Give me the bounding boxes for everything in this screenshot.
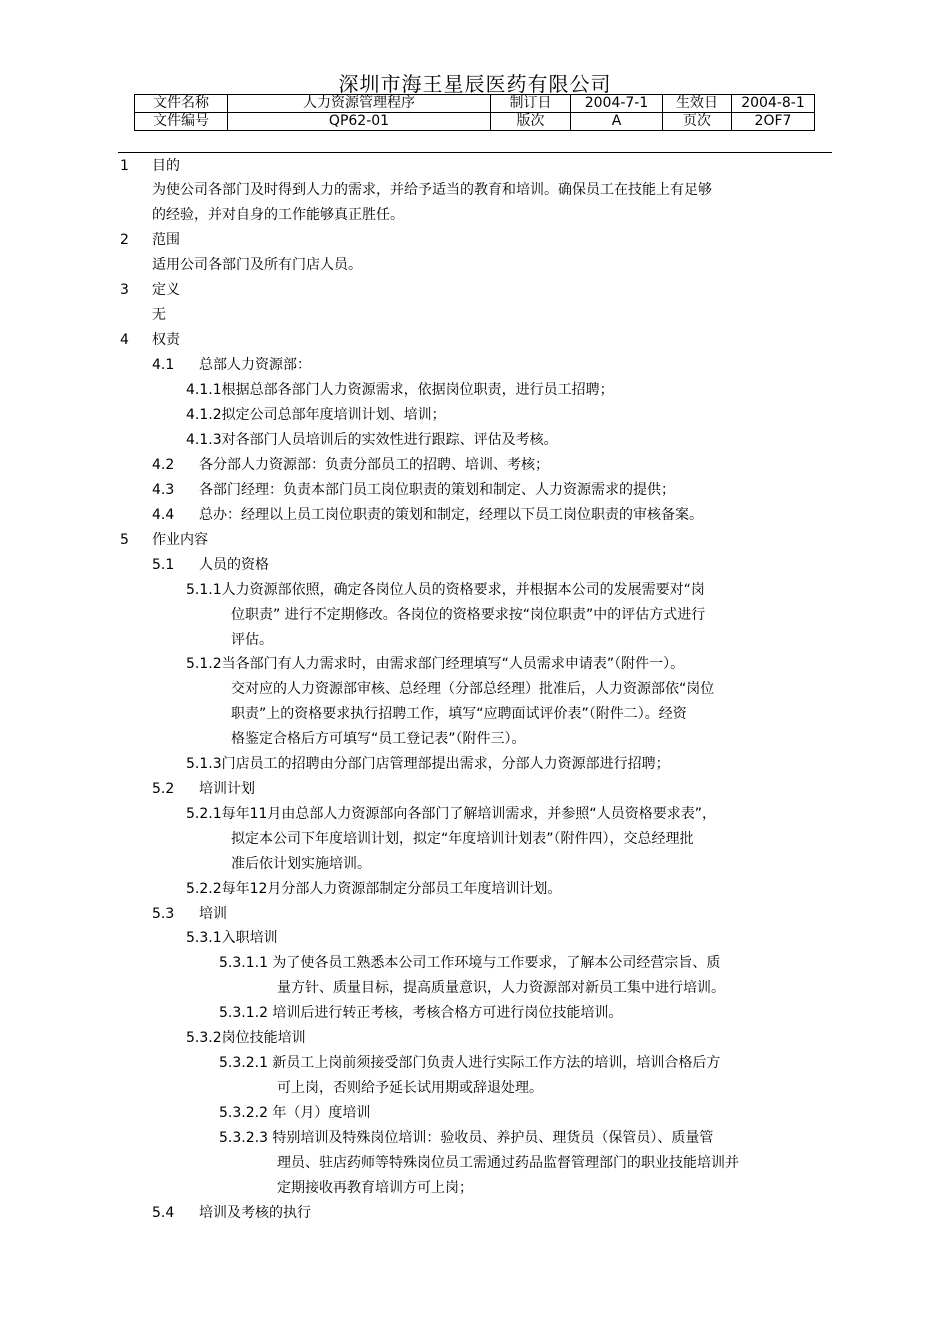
text-line: 人员的资格 [199,557,269,573]
text-line: 适用公司各部门及所有门店人员。 [152,257,362,273]
text-line: 4 [120,332,129,348]
value-issue-date: 2004-7-1 [571,95,663,113]
header-divider [118,152,832,153]
text-line: 5.1.1人力资源部依照，确定各岗位人员的资格要求，并根据本公司的发展需要对“岗 [186,582,705,598]
text-line: 各部门经理：负责本部门员工岗位职责的策划和制定、人力资源需求的提供； [199,482,675,498]
text-line: 5.1.3门店员工的招聘由分部门店管理部提出需求，分部人力资源部进行招聘； [186,756,670,772]
value-version: A [571,113,663,131]
value-page: 2OF7 [732,113,815,131]
text-line: 5.3.2.3 特别培训及特殊岗位培训：验收员、养护员、理货员（保管员）、质量管 [219,1130,714,1146]
text-line: 5.1 [152,557,175,573]
text-line: 4.1.1根据总部各部门人力资源需求，依据岗位职责，进行员工招聘； [186,382,614,398]
text-line: 交对应的人力资源部审核、总经理（分部总经理）批准后，人力资源部依“岗位 [231,681,715,697]
text-line: 拟定本公司下年度培训计划，拟定“年度培训计划表”（附件四），交总经理批 [231,831,694,847]
text-line: 5.3 [152,906,175,922]
text-line: 评估。 [231,632,273,648]
company-title: 深圳市海王星辰医药有限公司 [338,72,612,96]
text-line: 1 [120,158,129,174]
text-line: 范围 [152,232,180,248]
text-line: 5.2 [152,781,175,797]
text-line: 准后依计划实施培训。 [231,856,371,872]
header-row [135,95,815,113]
text-line: 4.1.2拟定公司总部年度培训计划、培训； [186,407,446,423]
label-effective-date: 生效日 [663,95,732,113]
text-line: 权责 [152,332,180,348]
value-file-name: 人力资源管理程序 [228,95,491,113]
text-line: 5.2.1每年11月由总部人力资源部向各部门了解培训需求，并参照“人员资格要求表”， [186,806,716,822]
label-version: 版次 [491,113,571,131]
text-line: 5.3.1.1 为了使各员工熟悉本公司工作环境与工作要求，了解本公司经营宗旨、质 [219,955,721,971]
text-line: 可上岗，否则给予延长试用期或辞退处理。 [277,1080,543,1096]
header-row [135,113,815,131]
label-file-name: 文件名称 [135,95,228,113]
text-line: 5.4 [152,1205,175,1221]
text-line: 职责”上的资格要求执行招聘工作，填写“应聘面试评价表”（附件二）。经资 [231,706,687,722]
text-line: 5.3.2.2 年（月）度培训 [219,1105,371,1121]
text-line: 5.3.1.2 培训后进行转正考核，考核合格方可进行岗位技能培训。 [219,1005,623,1021]
text-line: 定义 [152,282,180,298]
text-line: 无 [152,307,166,323]
value-effective-date: 2004-8-1 [732,95,815,113]
text-line: 格鉴定合格后方可填写“员工登记表”（附件三）。 [231,731,526,747]
text-line: 总部人力资源部： [199,357,311,373]
text-line: 5.3.1入职培训 [186,930,278,946]
text-line: 4.1 [152,357,175,373]
text-line: 的经验，并对自身的工作能够真正胜任。 [152,207,404,223]
text-line: 5 [120,532,129,548]
text-line: 5.3.2岗位技能培训 [186,1030,306,1046]
text-line: 各分部人力资源部：负责分部员工的招聘、培训、考核； [199,457,549,473]
text-line: 培训及考核的执行 [199,1205,311,1221]
value-file-number: QP62-01 [228,113,491,131]
text-line: 4.4 [152,507,175,523]
text-line: 培训 [199,906,227,922]
text-line: 总办：经理以上员工岗位职责的策划和制定，经理以下员工岗位职责的审核备案。 [199,507,703,523]
label-issue-date: 制订日 [491,95,571,113]
text-line: 为使公司各部门及时得到人力的需求，并给予适当的教育和培训。确保员工在技能上有足够 [152,182,712,198]
document-header-table [134,94,815,131]
label-page: 页次 [663,113,732,131]
text-line: 理员、驻店药师等特殊岗位员工需通过药品监督管理部门的职业技能培训并 [277,1155,739,1171]
text-line: 5.2.2每年12月分部人力资源部制定分部员工年度培训计划。 [186,881,562,897]
text-line: 3 [120,282,129,298]
text-line: 5.3.2.1 新员工上岗前须接受部门负责人进行实际工作方法的培训，培训合格后方 [219,1055,721,1071]
text-line: 位职责” 进行不定期修改。各岗位的资格要求按“岗位职责”中的评估方式进行 [231,607,706,623]
text-line: 目的 [152,158,180,174]
text-line: 定期接收再教育培训方可上岗； [277,1180,473,1196]
label-file-number: 文件编号 [135,113,228,131]
text-line: 4.2 [152,457,175,473]
text-line: 5.1.2当各部门有人力需求时，由需求部门经理填写“人员需求申请表”（附件一）。 [186,656,685,672]
text-line: 4.1.3对各部门人员培训后的实效性进行跟踪、评估及考核。 [186,432,558,448]
text-line: 量方针、质量目标，提高质量意识，人力资源部对新员工集中进行培训。 [277,980,725,996]
text-line: 4.3 [152,482,175,498]
text-line: 2 [120,232,129,248]
text-line: 作业内容 [152,532,208,548]
text-line: 培训计划 [199,781,255,797]
